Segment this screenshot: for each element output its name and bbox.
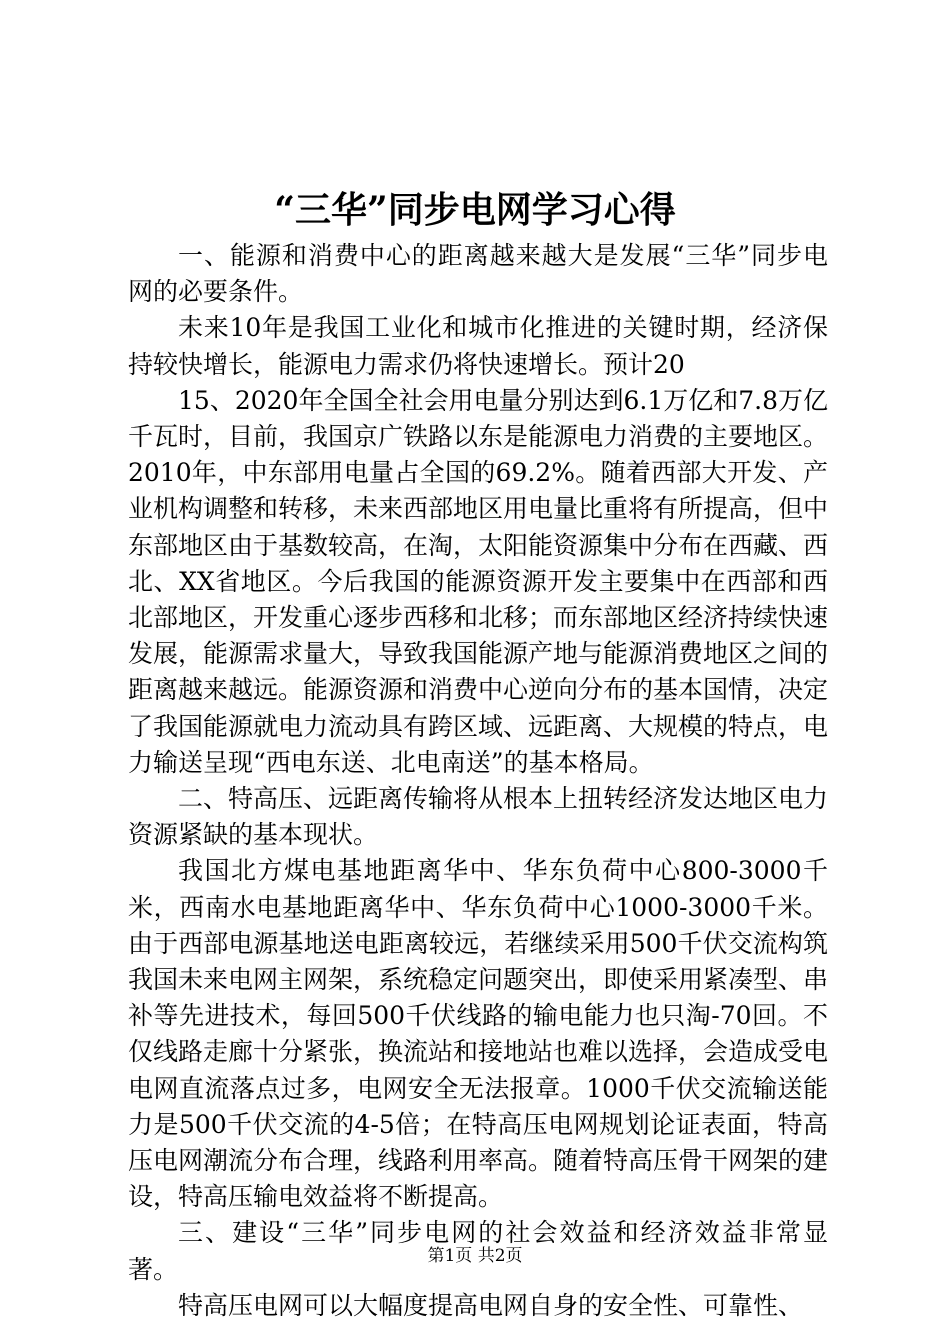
paragraph-4: 二、特高压、远距离传输将从根本上扭转经济发达地区电力资源紧缺的基本现状。 <box>128 784 829 850</box>
paragraph-1: 一、能源和消费中心的距离越来越大是发展“三华”同步电网的必要条件。 <box>128 241 828 307</box>
paragraph-3: 15、2020年全国全社会用电量分别达到6.1万亿和7.8万亿千瓦时，目前，我国京广铁路以东是能源电力消费的主要地区。2010年，中东部用电量占全国的69.2%。随着西部大开发、产业机构调整和转移，未来西部地区用电量比重将有所提高，但中东部地区由于基数较高，在淘，太阳能资源集中分布在西藏、西北、XX省地区。今后我国的能源资源开发主要集中在西部和西北部地区，开发重心逐步西移和北移；而东部地区经济持续快速发展，能源需求量大，导致我国能源产地与能源消费地区之间的距离越来越远。能源资源和消费中心逆向分布的基本国情，决定了我国能源就电力流动具有跨区域、远距离、大规模的特点，电力输送呈现“西电东送、北电南送”的基本格局。 <box>128 385 829 777</box>
paragraph-5: 我国北方煤电基地距离华中、华东负荷中心800-3000千米，西南水电基地距离华中、华东负荷中心1000-3000千米。由于西部电源基地送电距离较远，若继续采用500千伏交流构筑我国未来电网主网架，系统稳定问题突出，即使采用紧凑型、串补等先进技术，每回500千伏线路的输电能力也只淘-70回。不仅线路走廊十分紧张，换流站和接地站也难以选择，会造成受电电网直流落点过多，电网安全无法报章。1000千伏交流输送能力是500千伏交流的4-5倍；在特高压电网规划论证表面，特高压电网潮流分布合理，线路利用率高。随着特高压骨干网架的建设，特高压输电效益将不断提高。 <box>128 856 829 1212</box>
page-footer: 第1页 共2页 <box>427 1246 523 1266</box>
paragraph-2: 未来10年是我国工业化和城市化推进的关键时期，经济保持较快增长，能源电力需求仍将快速增长。预计20 <box>128 313 828 379</box>
paragraph-7: 特高压电网可以大幅度提高电网自身的安全性、可靠性、 <box>178 1290 804 1320</box>
paragraph-6: 三、建设“三华”同步电网的社会效益和经济效益非常显著。 <box>128 1218 828 1284</box>
document-body <box>128 238 828 1324</box>
document-title: “三华”同步电网学习心得 <box>274 189 676 231</box>
